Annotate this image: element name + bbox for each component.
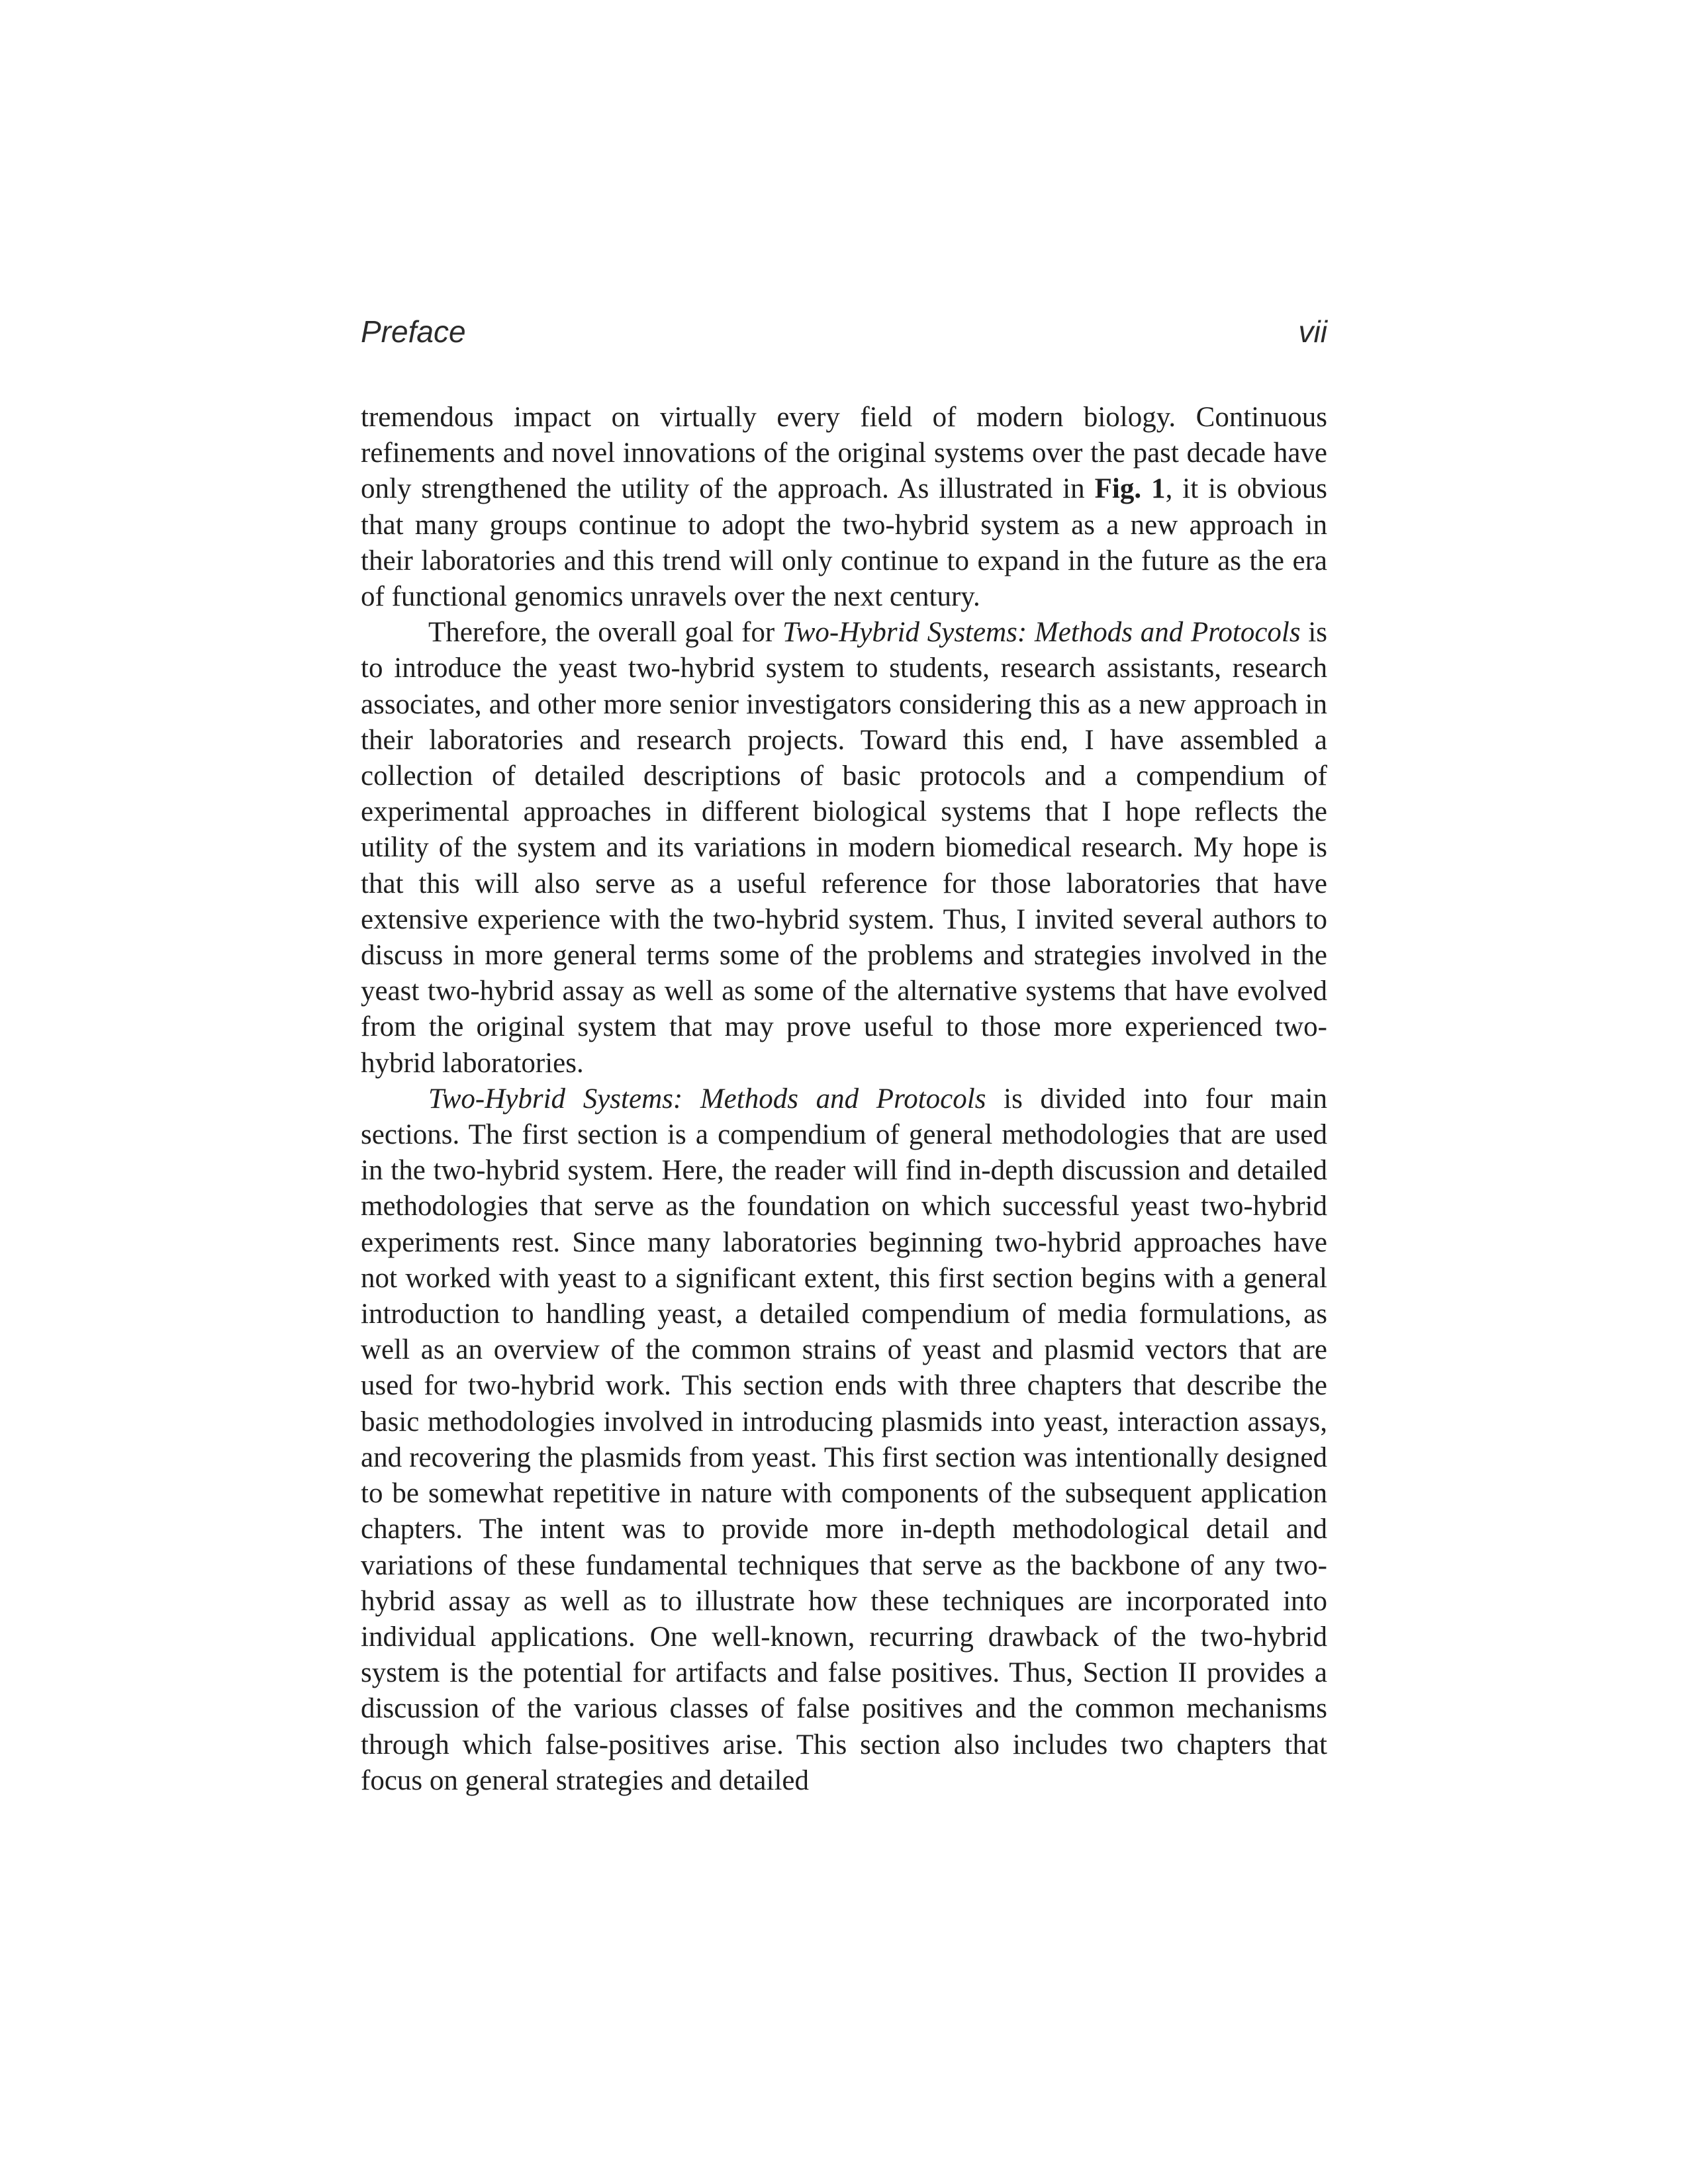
- body-text: [361, 400, 1327, 1799]
- page-number: vii: [1298, 314, 1327, 349]
- section-title: Preface: [361, 314, 466, 349]
- figure-reference: Fig. 1: [1094, 473, 1166, 505]
- paragraph-1-text-b: , it is obvious that many groups continue to adopt the two-hybrid system as a new approach in their laboratories and this trend will only continue to expand in the future as the era of functional genomics unravels over the next century.: [361, 473, 1327, 613]
- paragraph-1-text-a: tremendous impact on virtually every field of modern biology. Continuous refinements and novel innovations of the original systems over the past decade have only strengthened the utility of the approach. As illustrated in: [361, 402, 1327, 505]
- paragraph-2-text-a: Therefore, the overall goal for: [428, 617, 782, 649]
- paragraph-3: [361, 1081, 1327, 1799]
- book-title-italic: Two-Hybrid Systems: Methods and Protocols: [782, 617, 1301, 649]
- paragraph-2-text-b: is to introduce the yeast two-hybrid system to students, research assistants, research associates, and other more senior investigators considering this as a new approach in their laboratories and research projects. Toward this end, I have assembled a collection of detailed descriptions of basic protocols and a compendium of experimental approaches in different biological systems that I hope reflects the utility of the system and its variations in modern biomedical research. My hope is that this will also serve as a useful reference for those laboratories that have extensive experience with the two-hybrid system. Thus, I invited several authors to discuss in more general terms some of the problems and strategies involved in the yeast two-hybrid assay as well as some of the alternative systems that have evolved from the original system that may prove useful to those more experienced two-hybrid laboratories.: [361, 617, 1328, 1079]
- running-header: [361, 314, 1327, 360]
- paragraph-1: [361, 400, 1327, 615]
- paragraph-2: [361, 615, 1327, 1081]
- book-title-italic: Two-Hybrid Systems: Methods and Protocols: [428, 1083, 986, 1115]
- paragraph-3-text-b: is divided into four main sections. The first section is a compendium of general methodologies that are used in the two-hybrid system. Here, the reader will find in-depth discussion and detailed methodologies that serve as the foundation on which successful yeast two-hybrid experiments rest. Since many laboratories beginning two-hybrid approaches have not worked with yeast to a significant extent, this first section begins with a general introduction to handling yeast, a detailed compendium of media formulations, as well as an overview of the common strains of yeast and plasmid vectors that are used for two-hybrid work. This section ends with three chapters that describe the basic methodologies involved in introducing plasmids into yeast, interaction assays, and recovering the plasmids from yeast. This first section was intentionally designed to be somewhat repetitive in nature with components of the subsequent application chapters. The intent was to provide more in-depth methodological detail and variations of these fundamental techniques that serve as the backbone of any two-hybrid assay as well as to illustrate how these techniques are incorporated into individual applications. One well-known, recurring drawback of the two-hybrid system is the potential for artifacts and false positives. Thus, Section II provides a discussion of the various classes of false positives and the common mechanisms through which false-positives arise. This section also includes two chapters that focus on general strategies and detailed: [361, 1083, 1328, 1796]
